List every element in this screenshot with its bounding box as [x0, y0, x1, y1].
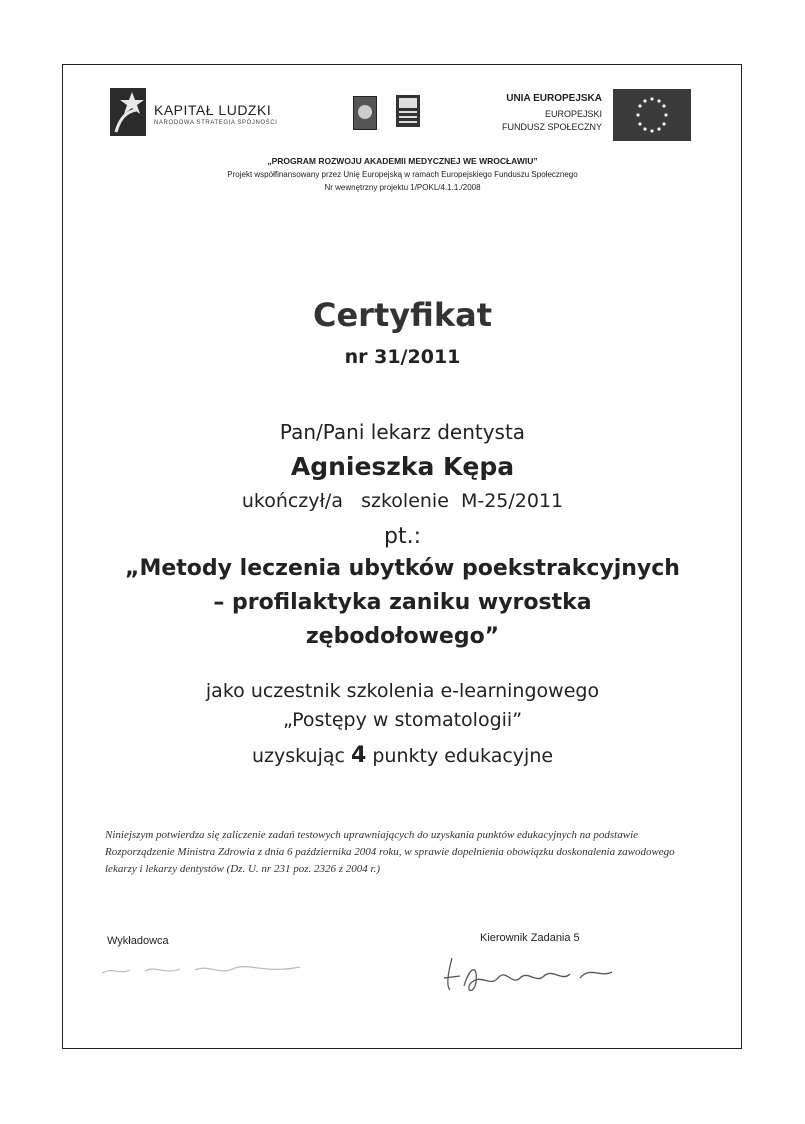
points-value: 4 [351, 743, 367, 768]
certificate-title: Certyfikat [312, 296, 492, 334]
certificate-number: nr 31/2011 [344, 346, 461, 368]
points-prefix: uzyskując [251, 745, 345, 767]
lecturer-label: Wykładowca [107, 935, 169, 947]
completion-line: ukończył/a szkolenie M-25/2011 [241, 490, 564, 512]
course-title-line-1: „Metody leczenia ubytków poekstrakcyjnych [125, 556, 680, 581]
eu-subtitle-1: EUROPEJSKI [544, 109, 602, 119]
lecturer-signature-icon [100, 955, 310, 985]
points-line [0, 743, 805, 768]
pt-label: pt.: [384, 524, 421, 549]
legal-text: Niniejszym potwierdza się zaliczenie zadań testowych uprawniających do uzyskania punktów edukacyjnych na podstawie Rozporządzenie Ministra Zdrowia z dnia 6 października 2004 roku, w sprawie dopełnienia obowiązku doskonalenia zawodowego lekarzy i lekarzy dentystów (Dz. U. nr 231 poz. 2326 z 2004 r.) [105, 829, 675, 875]
salutation: Pan/Pani lekarz dentysta [279, 420, 526, 444]
course-title-line-3: zębodołowego” [305, 624, 500, 649]
kapital-ludzki-name: KAPITAŁ LUDZKI [154, 102, 272, 118]
recipient-name: Agnieszka Kępa [290, 452, 515, 481]
participant-line: jako uczestnik szkolenia e-learningowego [205, 680, 600, 702]
university-seal-icon [353, 96, 377, 130]
eu-flag-icon [613, 89, 691, 141]
kapital-ludzki-subtitle: NARODOWA STRATEGIA SPÓJNOŚCI [154, 120, 278, 126]
points-suffix: punkty edukacyjne [372, 745, 554, 767]
manager-signature-icon [440, 948, 630, 998]
program-cofinancing: Projekt współfinansowany przez Unię Europejską w ramach Europejskiego Funduszu Społecznego [227, 170, 578, 179]
program-number: Nr wewnętrzny projektu 1/POKL/4.1.1./2008 [324, 183, 481, 192]
course-title-line-2: – profilaktyka zaniku wyrostka [213, 590, 592, 615]
kapital-ludzki-logo-icon [110, 88, 146, 136]
training-program-name: „Postępy w stomatologii” [282, 709, 523, 731]
eu-subtitle-2: FUNDUSZ SPOŁECZNY [501, 122, 602, 132]
manager-label: Kierownik Zadania 5 [480, 932, 580, 944]
book-icon [395, 94, 421, 128]
program-title: „PROGRAM ROZWOJU AKADEMII MEDYCZNEJ WE WROCŁAWIU” [267, 156, 538, 166]
eu-title: UNIA EUROPEJSKA [506, 93, 602, 104]
